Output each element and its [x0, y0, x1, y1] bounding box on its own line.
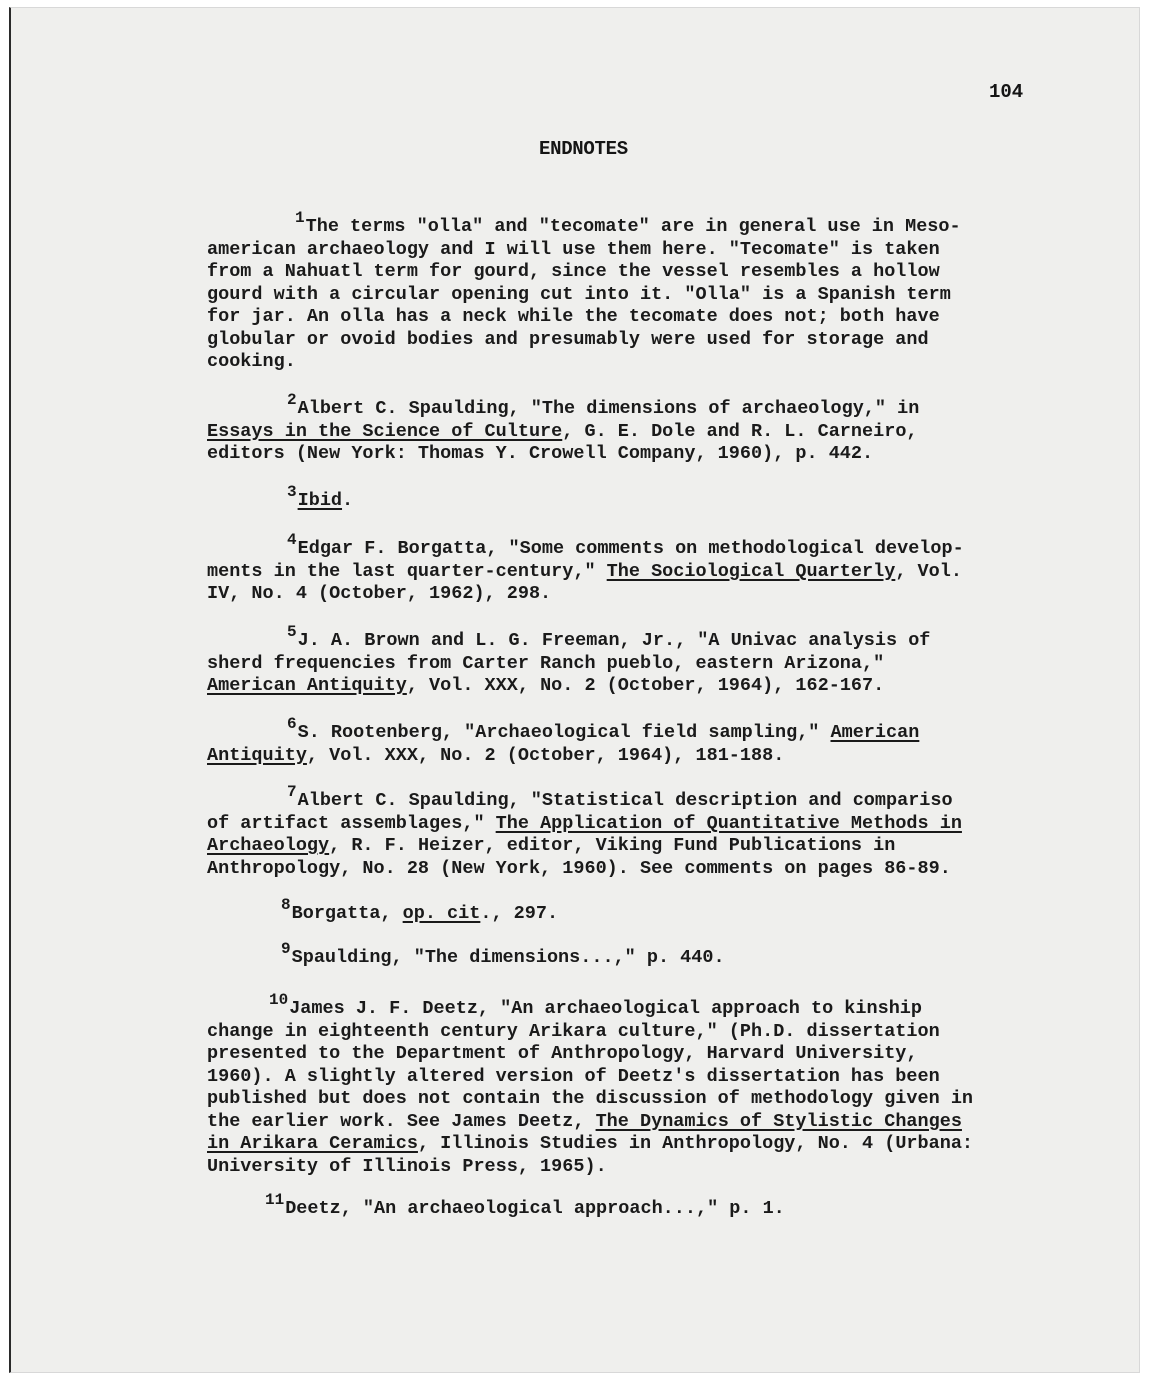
endnote-number: 1 [295, 209, 305, 227]
endnote-number: 10 [269, 991, 289, 1009]
endnote-number: 3 [287, 483, 297, 501]
endnote-text-line: globular or ovoid bodies and presumably were used for storage and [207, 328, 929, 350]
endnote-number: 7 [287, 783, 297, 801]
journal-title: American Antiquity [207, 675, 407, 696]
endnote-11: 11Deetz, "An archaeological approach...," p. 1. [265, 1191, 785, 1219]
endnote-5: 5J. A. Brown and L. G. Freeman, Jr., "A Univac analysis of sherd frequencies from Carter Ranch pueblo, eastern Arizona," American Antiquity, Vol. XXX, No. 2 (October, 1964), 162-167. [207, 623, 931, 696]
endnote-number: 6 [287, 715, 297, 733]
endnote-1 [207, 209, 982, 374]
endnote-6: 6S. Rootenberg, "Archaeological field sampling," American Antiquity, Vol. XXX, No. 2 (October, 1964), 181-188. [207, 715, 920, 766]
endnote-number: 8 [281, 896, 291, 914]
endnote-4: 4Edgar F. Borgatta, "Some comments on methodological develop- ments in the last quarter-century," The Sociological Quarterly, Vol. IV, No. 4 (October, 1962), 298. [207, 531, 964, 604]
document-page [9, 7, 1140, 1373]
endnote-8: 8Borgatta, op. cit., 297. [281, 896, 559, 924]
page-number: 104 [989, 81, 1024, 103]
journal-title: American [830, 722, 920, 743]
endnote-number: 11 [265, 1191, 285, 1209]
endnote-text-line: The terms "olla" and "tecomate" are in general use in Meso- [305, 216, 961, 237]
book-title: Essays in the Science of Culture [207, 420, 563, 442]
endnote-text-line: from a Nahuatl term for gourd, since the vessel resembles a hollow [207, 261, 940, 282]
page-title: ENDNOTES [539, 138, 628, 160]
book-title: The Dynamics of Stylistic Changes [595, 1110, 962, 1132]
book-title: The Application of Quantitative Methods in [495, 812, 962, 834]
endnote-2: 2Albert C. Spaulding, "The dimensions of archaeology," in Essays in the Science of Culture, G. E. Dole and R. L. Carneiro, editors (New York: Thomas Y. Crowell Company, 1960), p. 442. [207, 391, 920, 464]
endnote-text-line: cooking. [207, 351, 296, 372]
endnote-text-line: gourd with a circular opening cut into it. "Olla" is a Spanish term [207, 283, 951, 305]
endnote-text-line: for jar. An olla has a neck while the tecomate does not; both have [207, 306, 940, 327]
endnote-number: 2 [287, 391, 297, 409]
journal-title: The Sociological Quarterly [606, 560, 896, 582]
endnote-number: 5 [287, 623, 297, 641]
endnote-9: 9Spaulding, "The dimensions...," p. 440. [281, 940, 725, 968]
endnote-number: 4 [287, 531, 297, 549]
endnote-3: 3Ibid. [287, 483, 354, 511]
endnote-7: 7Albert C. Spaulding, "Statistical description and compariso of artifact assemblages," The Application of Quantitative Methods in Archaeology, R. F. Heizer, editor, Viking Fund Publications in Anthropology, No. 28 (New York, 1960). See comments on pages 86-89. [207, 783, 962, 879]
endnote-text-line: american archaeology and I will use them here. "Tecomate" is taken [207, 238, 940, 260]
endnote-number: 9 [281, 940, 291, 958]
endnote-10: 10James J. F. Deetz, "An archaeological approach to kinship change in eighteenth century Arikara culture," (Ph.D. dissertation presented to the Department of Anthropology, Harvard University, 1960). A slightly altered version of Deetz's dissertation has been published but does not contain the discussion of methodology given in the earlier work. See James Deetz, The Dynamics of Stylistic Changes in Arikara Ceramics, Illinois Studies in Anthropology, No. 4 (Urbana: University of Illinois Press, 1965). [207, 991, 974, 1177]
